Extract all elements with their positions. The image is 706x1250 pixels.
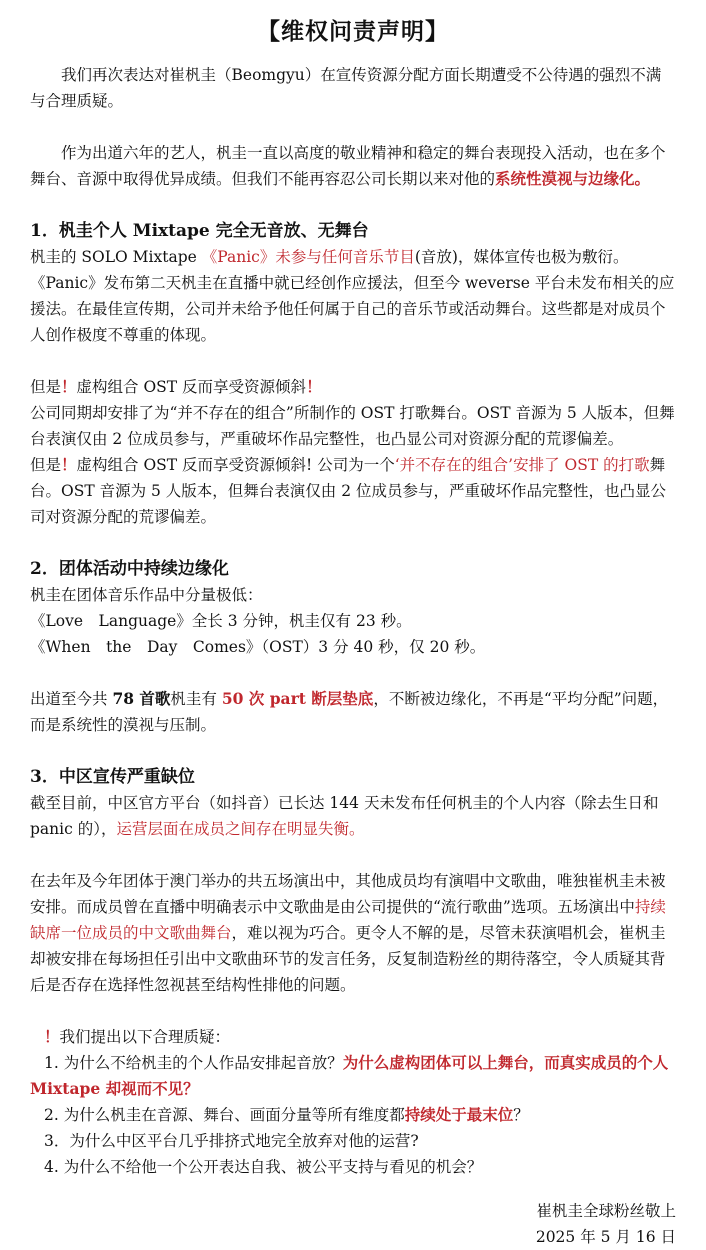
spacer bbox=[30, 998, 676, 1024]
ost-p2-b: 虚构组合 OST 反而享受资源倾斜! 公司为一个 bbox=[76, 456, 395, 474]
section-2-paragraph bbox=[30, 686, 676, 738]
s1-text-c: (音放)，媒体宣传也极为敷衍。《Panic》发布第二天杋圭在直播中就已经创作应援法，但至今 weverse 平台未发布相关的应援法。在最佳宣传期，公司并未给予他任何属于自己的音乐节或活动舞台。这些都是对成员个人创作极度不尊重的体现。 bbox=[30, 248, 675, 344]
ost-head-a: 但是 bbox=[30, 378, 62, 396]
s1-text-a: 杋圭的 SOLO Mixtape bbox=[30, 248, 202, 266]
section-2-line-2: 《When the Day Comes》（OST）3 分 40 秒，仅 20 秒。 bbox=[30, 638, 486, 656]
questions-intro bbox=[30, 1024, 676, 1050]
exclamation-icon: ！ bbox=[61, 455, 77, 474]
ost-head-b: 虚构组合 OST 反而享受资源倾斜 bbox=[76, 378, 307, 396]
s2-text-a: 出道至今共 bbox=[30, 690, 113, 708]
section-3-paragraph-2 bbox=[30, 868, 676, 998]
questions-intro-text: 我们提出以下合理质疑： bbox=[59, 1028, 231, 1046]
context-paragraph bbox=[30, 140, 676, 192]
ost-heading bbox=[30, 374, 676, 400]
spacer bbox=[30, 1180, 676, 1198]
context-text: 作为出道六年的艺人，杋圭一直以高度的敬业精神和稳定的舞台表现投入活动，也在多个舞台、音源中取得优异成绩。但我们不能再容忍公司长期以来对他的 bbox=[30, 144, 666, 188]
intro-paragraph bbox=[30, 62, 676, 114]
s1-highlight: 《Panic》未参与任何音乐节目 bbox=[201, 248, 415, 266]
exclamation-icon: ！ bbox=[306, 377, 322, 396]
spacer bbox=[30, 738, 676, 764]
ost-p2-highlight: ‘并不存在的组合’安排了 OST 的打歌 bbox=[394, 456, 650, 474]
s2-text-e: ，不断被边缘化，不再是“平均分配”问题，而是系统性的漠视与压制。 bbox=[30, 690, 669, 734]
section-3-heading: 3．中区宣传严重缺位 bbox=[30, 767, 195, 787]
section-2-intro: 杋圭在团体音乐作品中分量极低： bbox=[30, 586, 263, 604]
ost-p2-a: 但是 bbox=[30, 456, 62, 474]
intro-text: 我们再次表达对崔杋圭（Beomgyu）在宣传资源分配方面长期遭受不公待遇的强烈不满与合理质疑。 bbox=[30, 66, 662, 110]
page-title: 【维权问责声明】 bbox=[257, 18, 449, 45]
s2-song-count: 78 首歌 bbox=[112, 689, 171, 708]
questions-list bbox=[30, 1024, 676, 1180]
exclamation-icon: ！ bbox=[44, 1027, 60, 1046]
question-2-text: 2. 为什么杋圭在音源、舞台、画面分量等所有维度都 bbox=[44, 1106, 405, 1124]
s3-p2-a: 在去年及今年团体于澳门举办的共五场演出中，其他成员均有演唱中文歌曲，唯独崔杋圭未被安排。而成员曾在直播中明确表示中文歌曲是由公司提供的“流行歌曲”选项。五场演出中 bbox=[30, 872, 666, 916]
s3-p2-highlight: 持续缺席一位成员的中文歌曲舞台 bbox=[30, 898, 666, 942]
exclamation-icon: ！ bbox=[61, 377, 77, 396]
question-3: 3．为什么中区平台几乎排挤式地完全放弃对他的运营? bbox=[44, 1132, 419, 1150]
spacer bbox=[30, 192, 676, 218]
question-1 bbox=[30, 1050, 676, 1102]
section-3-paragraph-1 bbox=[30, 790, 676, 842]
date: 2025 年 5 月 16 日 bbox=[535, 1228, 676, 1246]
s3-p2-c: ，难以视为巧合。更令人不解的是，尽管未获演唱机会，崔杋圭却被安排在每场担任引出中文歌曲环节的发言任务，反复制造粉丝的期待落空，令人质疑其背后是否存在选择性忽视甚至结构性排他的问题。 bbox=[30, 924, 666, 994]
question-1-highlight: 为什么虚构团体可以上舞台，而真实成员的个人 Mixtape 却视而不见？ bbox=[30, 1053, 669, 1098]
section-2-heading: 2．团体活动中持续边缘化 bbox=[30, 559, 229, 579]
spacer bbox=[30, 842, 676, 868]
section-2-line-1: 《Love Language》全长 3 分钟，杋圭仅有 23 秒。 bbox=[30, 612, 412, 630]
s2-text-c: 杋圭有 bbox=[170, 690, 222, 708]
context-highlight: 系统性漠视与边缘化。 bbox=[495, 169, 651, 188]
s2-highlight: 50 次 part 断层垫底 bbox=[221, 689, 374, 708]
s3-p1-text: 截至目前，中区官方平台（如抖音）已长达 144 天未发布任何杋圭的个人内容（除去生日和 panic 的）， bbox=[30, 794, 659, 838]
question-2-end: ？ bbox=[513, 1106, 529, 1124]
question-2-highlight: 持续处于最末位 bbox=[404, 1105, 514, 1124]
s3-p1-highlight: 运营层面在成员之间存在明显失衡。 bbox=[116, 820, 365, 838]
question-2 bbox=[30, 1102, 676, 1128]
spacer bbox=[30, 530, 676, 556]
question-4: 4. 为什么不给他一个公开表达自我、被公平支持与看见的机会？ bbox=[44, 1158, 483, 1176]
spacer bbox=[30, 114, 676, 140]
spacer bbox=[30, 660, 676, 686]
section-1-heading: 1．杋圭个人 Mixtape 完全无音放、无舞台 bbox=[30, 221, 369, 241]
ost-paragraph-2 bbox=[30, 452, 676, 530]
signature: 崔杋圭全球粉丝敬上 bbox=[536, 1202, 676, 1220]
ost-p2-d: 舞台。OST 音源为 5 人版本，但舞台表演仅由 2 位成员参与，严重破坏作品完整性，也凸显公司对资源分配的荒谬偏差。 bbox=[30, 456, 667, 526]
question-1-text: 1. 为什么不给杋圭的个人作品安排起音放？ bbox=[44, 1054, 343, 1072]
ost-paragraph-1: 公司同期却安排了为“并不存在的组合”所制作的 OST 打歌舞台。OST 音源为 5 人版本，但舞台表演仅由 2 位成员参与，严重破坏作品完整性，也凸显公司对资源分配的荒谬偏差。 bbox=[30, 404, 675, 448]
section-1-paragraph bbox=[30, 244, 676, 348]
spacer bbox=[30, 348, 676, 374]
